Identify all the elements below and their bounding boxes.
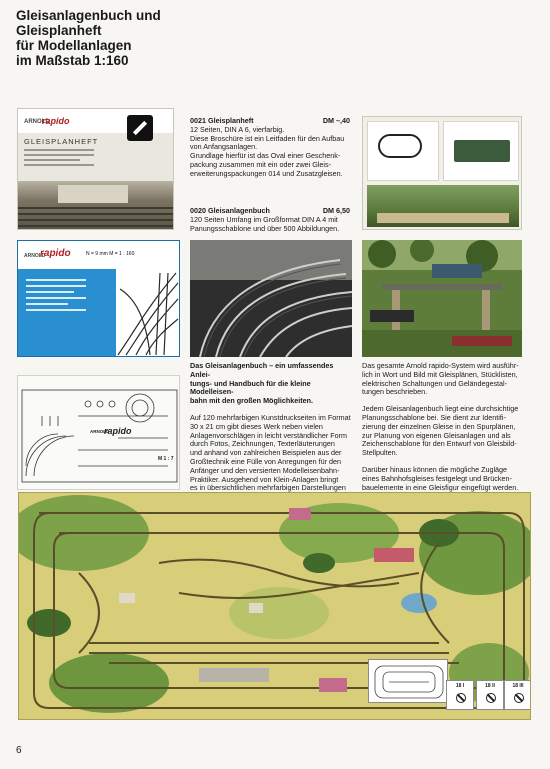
- layout-plan-inset: [368, 659, 448, 703]
- brochure-page-plan: [367, 121, 439, 181]
- lead-line: Das Gleisanlagenbuch – ein umfassendes Anlei-: [190, 361, 334, 379]
- body-line: 30 x 21 cm gibt dieses Werk neben vielen: [190, 421, 323, 431]
- item-line: Panungsschablone und über 500 Abbildungen.: [190, 223, 340, 233]
- item-line: 12 Seiten, DIN A 6, vierfarbig.: [190, 124, 285, 134]
- brochure-pages-photo: [362, 116, 522, 230]
- body-line: Großtechnik eine Fülle von Anregungen für den: [190, 456, 342, 466]
- title-line: im Maßstab 1:160: [16, 53, 129, 68]
- cover-brand: ARNOLD: [24, 253, 46, 259]
- booklet-brand: ARNOLD: [24, 119, 50, 125]
- scale-box: [446, 680, 474, 710]
- item-line: erweiterungspackungen 014 und Zusatzgleisen.: [190, 168, 343, 178]
- body-line: Darüber hinaus können die mögliche Zugläge: [362, 464, 508, 474]
- gleisplanheft-booklet-photo: [17, 108, 174, 230]
- page-title: [16, 8, 176, 68]
- gleisanlagenbuch-cover-photo: [17, 240, 180, 357]
- body-line: und anhand von zahlreichen Beispielen aus der: [190, 448, 342, 458]
- body-line: elektrischen Schaltungen und Geländegestal-: [362, 378, 508, 388]
- item-gleisanlagenbuch: [190, 207, 350, 233]
- layout-illustration: [18, 492, 531, 720]
- body-line: Auf 120 mehrfarbigen Kunstdruckseiten im Format: [190, 412, 351, 422]
- item-line: Grundlage hierfür ist das Oval einer Geschenk-: [190, 151, 341, 161]
- lead-line: tungs- und Handbuch für die kleine Modelleisen-: [190, 378, 311, 397]
- template-mark: M 1 : 7: [158, 456, 174, 462]
- body-line: Stellpulten.: [362, 448, 398, 458]
- cover-series: rapido: [40, 248, 71, 259]
- track-sections-photo: [190, 240, 352, 357]
- body-line: Das gesamte Arnold rapido-System wird ausführ-: [362, 361, 519, 370]
- item-line: Diese Broschüre ist ein Leitfaden für den Aufbau: [190, 133, 345, 143]
- cover-text-lines: [26, 279, 86, 315]
- planning-template-photo: [17, 375, 180, 490]
- scale-symbol-icon: [486, 693, 496, 703]
- item-price: DM 6,50: [322, 206, 350, 215]
- booklet-series: rapido: [42, 116, 70, 126]
- diorama-photo: [367, 185, 519, 227]
- page-number: 6: [16, 745, 22, 756]
- body-line: zur Planung von eigenen Gleisanlagen und als: [362, 430, 511, 440]
- body-line: es in übersichtlichen mehrfarbigen Darstellungen: [190, 483, 346, 493]
- title-line: Gleisplanheft: [16, 23, 102, 38]
- scale-box: [504, 680, 531, 710]
- scale-label: 18 III: [512, 683, 524, 689]
- item-price: DM –,40: [322, 116, 350, 125]
- cover-scale: N = 9 mm M = 1 : 160: [86, 251, 135, 257]
- arnold-logo-icon: [127, 115, 153, 141]
- cover-header: [18, 241, 179, 269]
- body-line: durch Fotos, Zeichnungen, Texterläuterungen: [190, 439, 335, 449]
- brochure-page-loco: [443, 121, 519, 181]
- item-title: 0020 Gleisanlagenbuch: [190, 206, 270, 215]
- body-line: Zeichenschablone für den Entwurf von Gleisbild-: [362, 439, 517, 449]
- booklet-station-photo: [18, 181, 173, 229]
- title-line: für Modellanlagen: [16, 38, 132, 53]
- booklet-text-lines: [24, 149, 94, 169]
- scale-symbol-icon: [456, 693, 466, 703]
- scale-box: [476, 680, 504, 710]
- body-line: Planungsschablone bei. Sie dient zur Identifi-: [362, 412, 506, 422]
- scale-label: 18 II: [485, 683, 495, 689]
- middle-column-text: [190, 362, 355, 511]
- item-gleisplanheft: [190, 117, 350, 179]
- body-line: bauelemente in eine Gleisfigur eingefügt werden.: [362, 482, 519, 492]
- body-line: tungen beschrieben.: [362, 387, 428, 397]
- item-line: 120 Seiten Umfang im Großformat DIN A 4 mit: [190, 214, 338, 224]
- body-line: Praktiker. Ausgehend von Klein-Anlagen bringt: [190, 474, 339, 484]
- bridge-layout-photo: [362, 240, 522, 357]
- item-line: von Anfangsanlagen.: [190, 142, 258, 152]
- body-line: Jedem Gleisanlagenbuch liegt eine durchsichtige: [362, 404, 519, 414]
- template-brand: ARNOLD: [90, 429, 110, 434]
- right-column-text: [362, 362, 530, 492]
- body-line: eines Bahnhofsgleises festgelegt und Brücken-: [362, 473, 512, 483]
- body-line: Anlagenvorschlägen in leicht verständlicher Form: [190, 430, 348, 440]
- title-line: Gleisanlagenbuch und: [16, 8, 161, 23]
- lead-line: bahn mit den großen Möglichkeiten.: [190, 396, 313, 406]
- cover-track-drawing: [116, 269, 180, 357]
- item-line: packung zusammen mit ein oder zwei Gleis-: [190, 159, 332, 169]
- booklet-title: GLEISPLANHEFT: [24, 137, 99, 146]
- item-title: 0021 Gleisplanheft: [190, 116, 254, 125]
- scale-label: 18 I: [455, 683, 465, 689]
- template-series: rapido: [104, 426, 132, 436]
- body-line: Anfänger und den versierten Modelleisenbahn-: [190, 465, 340, 475]
- body-line: lich in Wort und Bild mit Gleisplänen, Stücklisten,: [362, 369, 518, 379]
- body-line: zierung der einzelnen Gleise in den Spurplänen,: [362, 421, 516, 431]
- scale-symbol-icon: [514, 693, 524, 703]
